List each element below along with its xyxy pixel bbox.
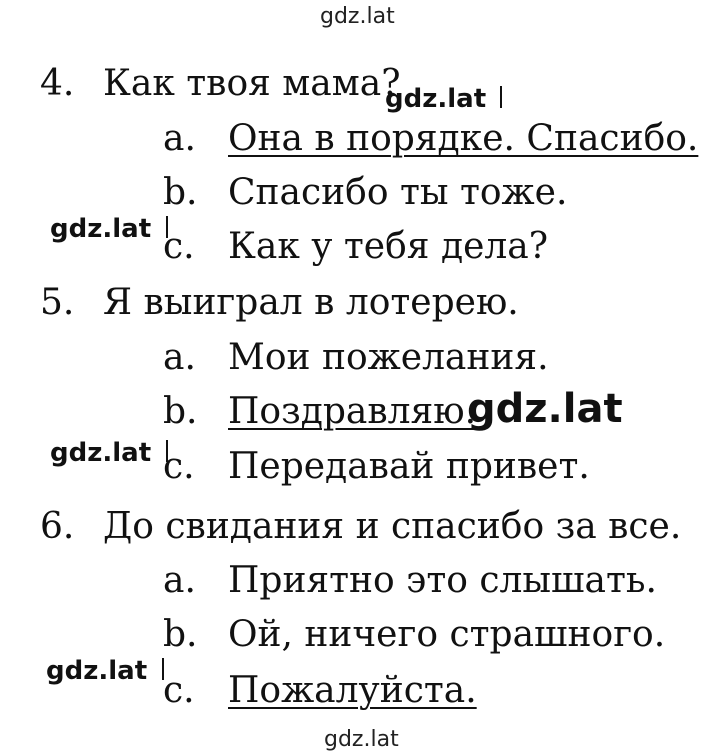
option-text-selected: Поздравляю. (228, 391, 477, 432)
question-text: Как твоя мама? (103, 63, 401, 104)
question-number: 5. (40, 282, 75, 323)
option-letter: b. (163, 391, 198, 432)
watermark-bottom: gdz.lat (324, 727, 399, 752)
watermark-inline: gdz.lat (46, 656, 148, 686)
option-letter: c. (163, 446, 195, 487)
question-number: 6. (40, 506, 75, 547)
watermark-bar (500, 86, 502, 108)
watermark-inline: gdz.lat (50, 438, 152, 468)
option-text: Мои пожелания. (228, 337, 549, 378)
option-letter: a. (163, 118, 196, 159)
option-text: Передавай привет. (228, 446, 590, 487)
option-text: Ой, ничего страшного. (228, 614, 666, 655)
option-text: Спасибо ты тоже. (228, 172, 568, 213)
option-text: Приятно это слышать. (228, 560, 657, 601)
watermark-inline: gdz.lat (50, 214, 152, 244)
option-text-selected: Она в порядке. Спасибо. (228, 118, 699, 159)
option-letter: c. (163, 226, 195, 267)
option-letter: b. (163, 172, 198, 213)
question-text: Я выиграл в лотерею. (103, 282, 519, 323)
question-text: До свидания и спасибо за все. (103, 506, 682, 547)
watermark-large: gdz.lat (467, 386, 623, 432)
option-text: Как у тебя дела? (228, 226, 549, 267)
option-text-selected: Пожалуйста. (228, 670, 477, 711)
option-letter: a. (163, 560, 196, 601)
option-letter: b. (163, 614, 198, 655)
watermark-inline: gdz.lat (385, 84, 487, 114)
question-number: 4. (40, 63, 75, 104)
watermark-top: gdz.lat (320, 4, 395, 29)
option-letter: c. (163, 670, 195, 711)
option-letter: a. (163, 337, 196, 378)
